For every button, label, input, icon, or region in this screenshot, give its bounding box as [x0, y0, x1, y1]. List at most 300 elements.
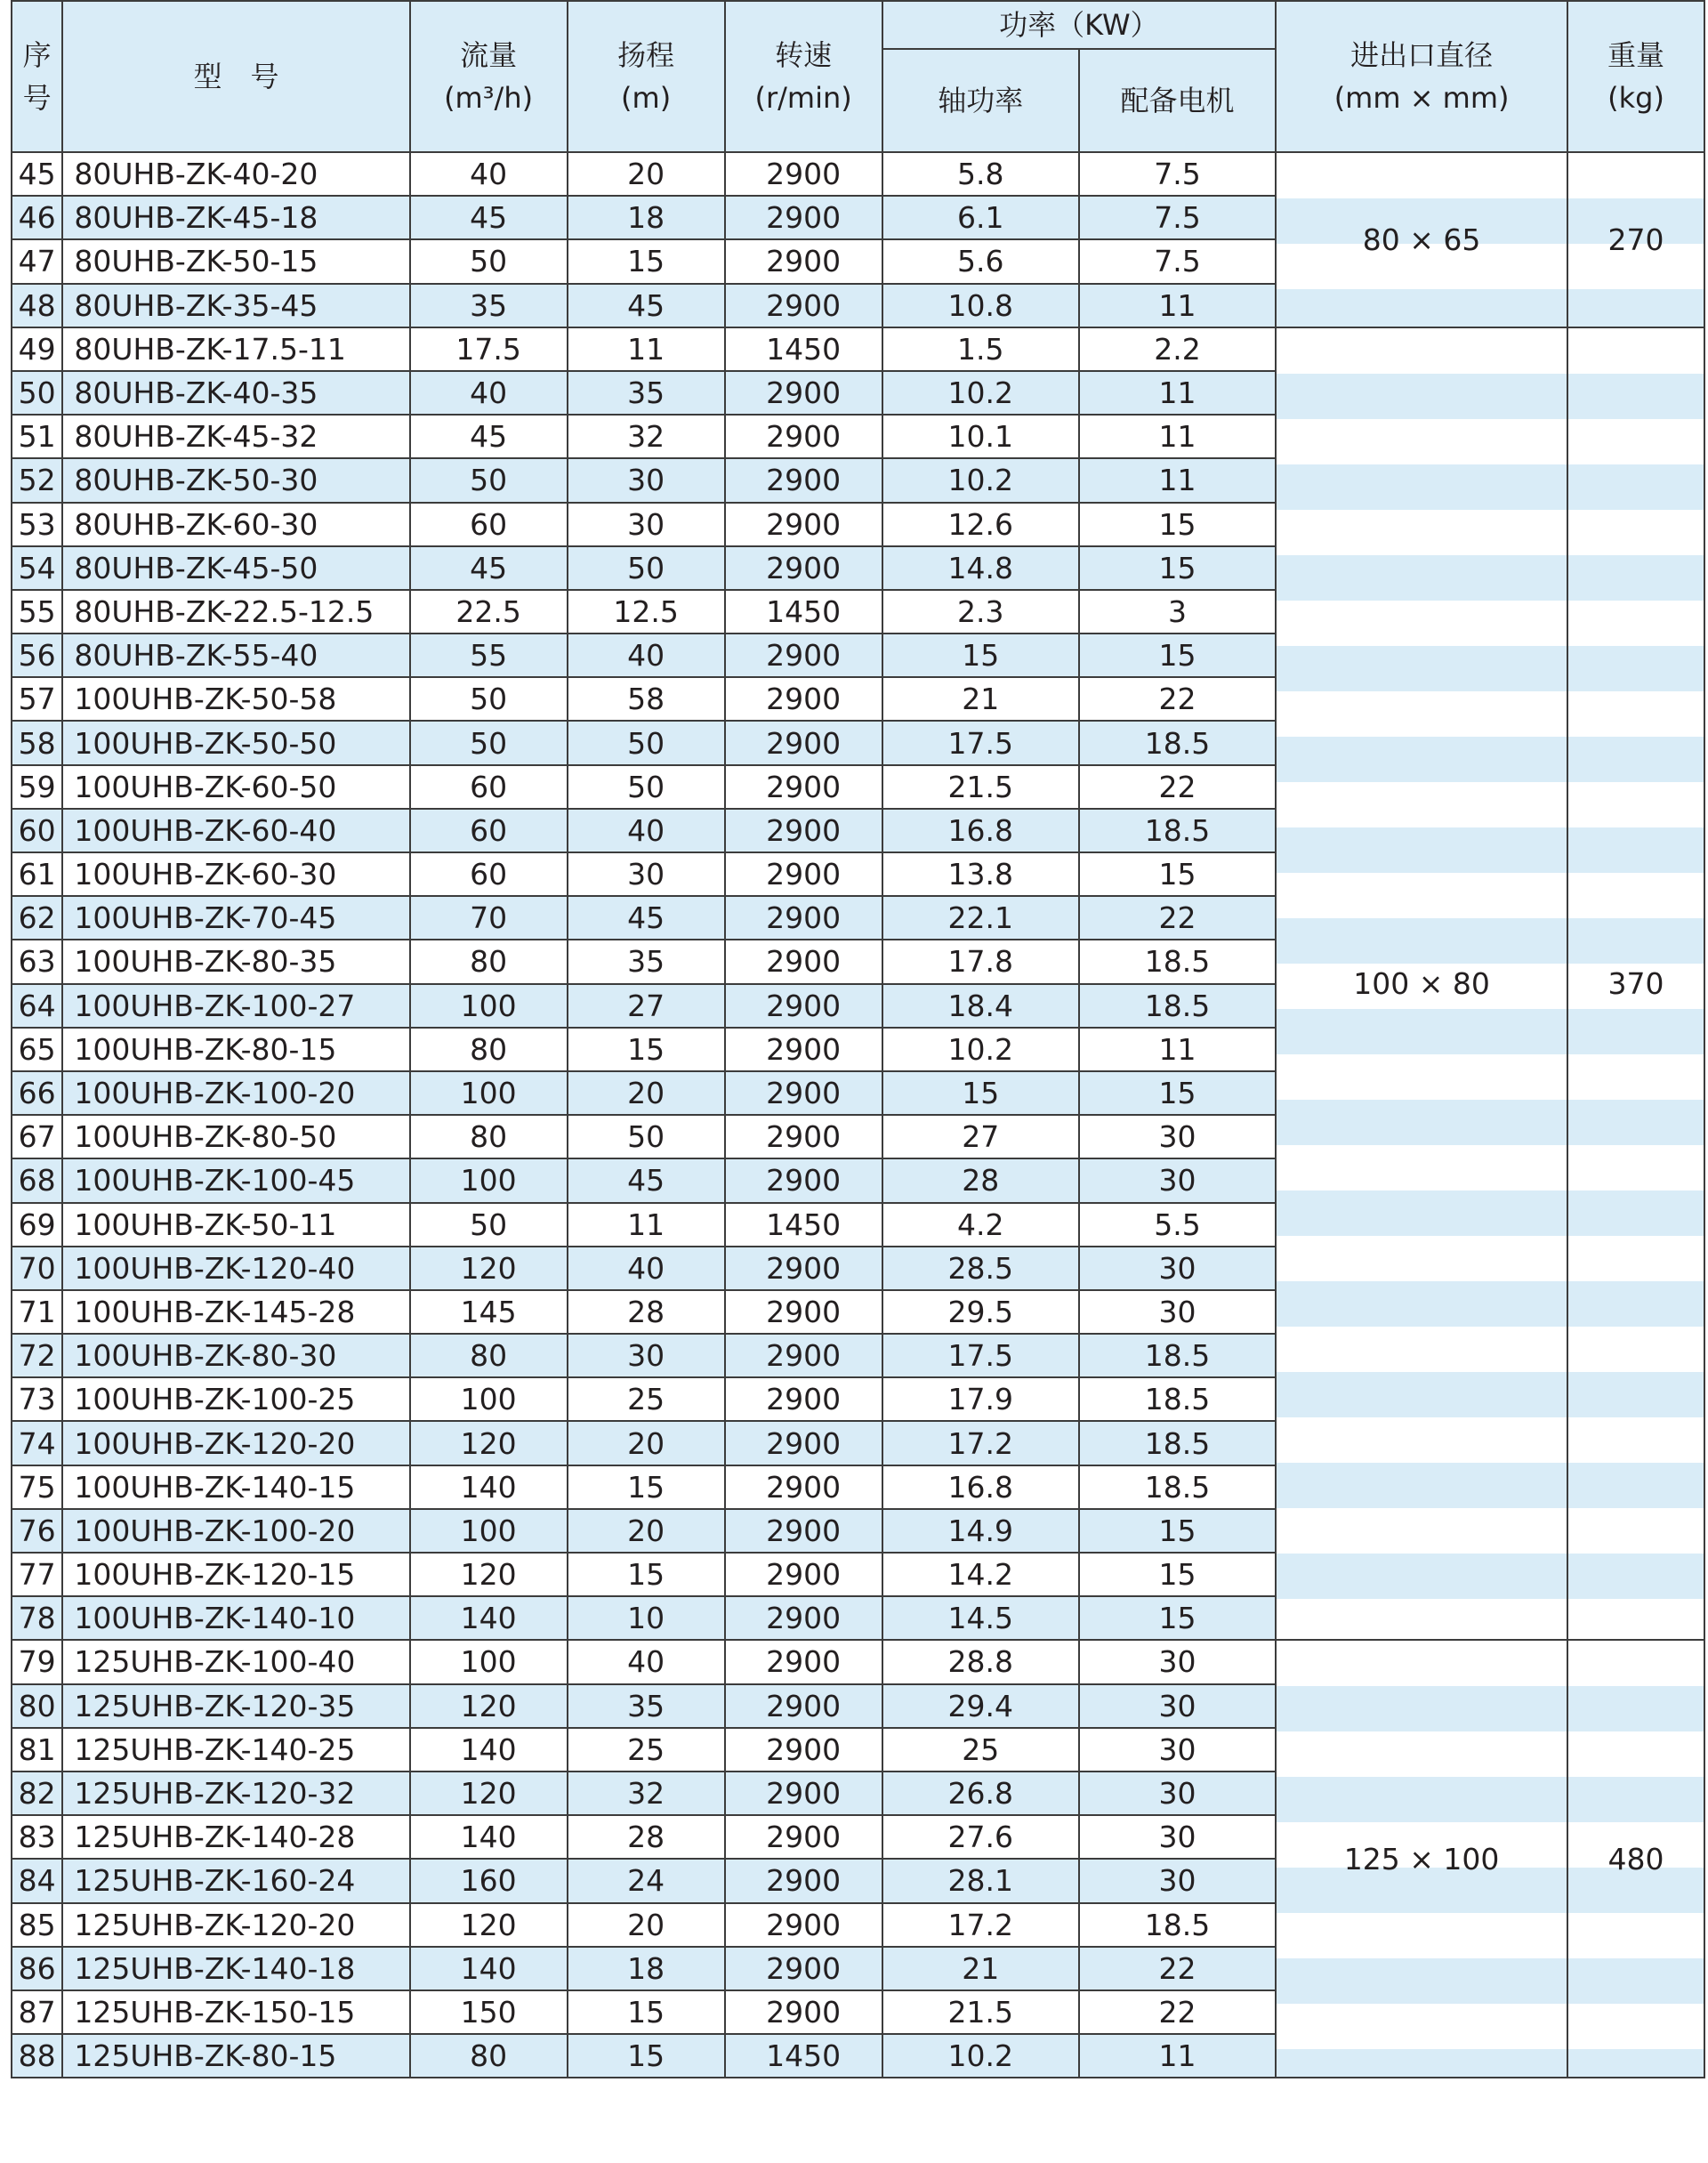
- diameter-cell: 80 × 65: [1276, 152, 1567, 327]
- motor-cell: 15: [1079, 1071, 1276, 1115]
- flow-cell: 140: [410, 1815, 568, 1859]
- motor-cell: 15: [1079, 1596, 1276, 1640]
- shaft-power-cell: 14.8: [882, 546, 1079, 590]
- motor-cell: 22: [1079, 765, 1276, 809]
- header-weight: [1567, 1, 1704, 152]
- header-flow-unit: (m³/h): [444, 81, 534, 115]
- seq-cell: 61: [12, 852, 62, 896]
- head-cell: 11: [568, 327, 725, 371]
- seq-cell: 48: [12, 284, 62, 327]
- shaft-power-cell: 22.1: [882, 896, 1079, 940]
- shaft-power-cell: 28.8: [882, 1640, 1079, 1683]
- speed-cell: 2900: [725, 1071, 882, 1115]
- seq-cell: 70: [12, 1247, 62, 1290]
- head-cell: 15: [568, 1028, 725, 1071]
- table-row: [12, 152, 1704, 196]
- seq-cell: 72: [12, 1334, 62, 1377]
- flow-cell: 120: [410, 1553, 568, 1596]
- speed-cell: 2900: [725, 721, 882, 764]
- motor-cell: 18.5: [1079, 984, 1276, 1028]
- motor-cell: 18.5: [1079, 721, 1276, 764]
- seq-cell: 84: [12, 1859, 62, 1902]
- motor-cell: 30: [1079, 1684, 1276, 1728]
- head-cell: 30: [568, 1334, 725, 1377]
- speed-cell: 2900: [725, 896, 882, 940]
- seq-cell: 66: [12, 1071, 62, 1115]
- shaft-power-cell: 27.6: [882, 1815, 1079, 1859]
- head-cell: 45: [568, 284, 725, 327]
- motor-cell: 11: [1079, 458, 1276, 502]
- head-cell: 35: [568, 1684, 725, 1728]
- motor-cell: 30: [1079, 1290, 1276, 1334]
- speed-cell: 2900: [725, 1684, 882, 1728]
- speed-cell: 2900: [725, 1728, 882, 1772]
- speed-cell: 2900: [725, 1553, 882, 1596]
- head-cell: 50: [568, 1115, 725, 1158]
- model-cell: 100UHB-ZK-100-25: [62, 1377, 409, 1421]
- header-flow-line1: 流量: [460, 38, 518, 72]
- motor-cell: 18.5: [1079, 809, 1276, 852]
- shaft-power-cell: 17.5: [882, 721, 1079, 764]
- head-cell: 40: [568, 809, 725, 852]
- seq-cell: 80: [12, 1684, 62, 1728]
- seq-cell: 83: [12, 1815, 62, 1859]
- flow-cell: 45: [410, 196, 568, 239]
- head-cell: 15: [568, 1990, 725, 2034]
- shaft-power-cell: 21: [882, 1947, 1079, 1990]
- header-diameter: [1276, 1, 1567, 152]
- motor-cell: 30: [1079, 1859, 1276, 1902]
- header-power: 功率（KW）: [882, 1, 1277, 49]
- head-cell: 40: [568, 1640, 725, 1683]
- motor-cell: 15: [1079, 852, 1276, 896]
- seq-cell: 87: [12, 1990, 62, 2034]
- speed-cell: 2900: [725, 546, 882, 590]
- seq-cell: 57: [12, 677, 62, 721]
- flow-cell: 80: [410, 1115, 568, 1158]
- flow-cell: 100: [410, 984, 568, 1028]
- model-cell: 125UHB-ZK-140-18: [62, 1947, 409, 1990]
- shaft-power-cell: 10.2: [882, 371, 1079, 415]
- speed-cell: 1450: [725, 2034, 882, 2078]
- head-cell: 28: [568, 1290, 725, 1334]
- flow-cell: 80: [410, 1028, 568, 1071]
- seq-cell: 58: [12, 721, 62, 764]
- head-cell: 18: [568, 1947, 725, 1990]
- shaft-power-cell: 27: [882, 1115, 1079, 1158]
- model-cell: 125UHB-ZK-100-40: [62, 1640, 409, 1683]
- motor-cell: 3: [1079, 590, 1276, 634]
- model-cell: 100UHB-ZK-50-58: [62, 677, 409, 721]
- model-cell: 80UHB-ZK-50-15: [62, 239, 409, 283]
- seq-cell: 77: [12, 1553, 62, 1596]
- shaft-power-cell: 17.5: [882, 1334, 1079, 1377]
- speed-cell: 2900: [725, 1815, 882, 1859]
- speed-cell: 2900: [725, 984, 882, 1028]
- speed-cell: 2900: [725, 1290, 882, 1334]
- motor-cell: 22: [1079, 1947, 1276, 1990]
- seq-cell: 71: [12, 1290, 62, 1334]
- speed-cell: 2900: [725, 371, 882, 415]
- seq-cell: 85: [12, 1903, 62, 1947]
- header-motor: 配备电机: [1079, 49, 1276, 152]
- header-shaft-power: 轴功率: [882, 49, 1079, 152]
- header-seq-line2: 号: [22, 81, 52, 115]
- head-cell: 20: [568, 1071, 725, 1115]
- head-cell: 27: [568, 984, 725, 1028]
- head-cell: 20: [568, 1421, 725, 1465]
- model-cell: 100UHB-ZK-80-35: [62, 940, 409, 983]
- seq-cell: 65: [12, 1028, 62, 1071]
- seq-cell: 82: [12, 1772, 62, 1815]
- header-diameter-unit: (mm × mm): [1333, 81, 1510, 115]
- model-cell: 125UHB-ZK-140-25: [62, 1728, 409, 1772]
- speed-cell: 2900: [725, 1947, 882, 1990]
- table-body: [12, 152, 1704, 2078]
- model-cell: 125UHB-ZK-140-28: [62, 1815, 409, 1859]
- model-cell: 80UHB-ZK-35-45: [62, 284, 409, 327]
- model-cell: 80UHB-ZK-45-18: [62, 196, 409, 239]
- shaft-power-cell: 5.6: [882, 239, 1079, 283]
- flow-cell: 60: [410, 503, 568, 546]
- head-cell: 58: [568, 677, 725, 721]
- speed-cell: 1450: [725, 327, 882, 371]
- motor-cell: 11: [1079, 371, 1276, 415]
- table-header: [12, 1, 1704, 152]
- speed-cell: 1450: [725, 590, 882, 634]
- motor-cell: 2.2: [1079, 327, 1276, 371]
- model-cell: 100UHB-ZK-70-45: [62, 896, 409, 940]
- header-head-line1: 扬程: [617, 38, 675, 72]
- diameter-cell: 100 × 80: [1276, 327, 1567, 1641]
- flow-cell: 80: [410, 1334, 568, 1377]
- flow-cell: 22.5: [410, 590, 568, 634]
- head-cell: 20: [568, 152, 725, 196]
- motor-cell: 18.5: [1079, 940, 1276, 983]
- shaft-power-cell: 15: [882, 1071, 1079, 1115]
- seq-cell: 62: [12, 896, 62, 940]
- model-cell: 125UHB-ZK-120-32: [62, 1772, 409, 1815]
- seq-cell: 64: [12, 984, 62, 1028]
- speed-cell: 2900: [725, 1334, 882, 1377]
- model-cell: 100UHB-ZK-120-40: [62, 1247, 409, 1290]
- model-cell: 100UHB-ZK-80-50: [62, 1115, 409, 1158]
- flow-cell: 80: [410, 2034, 568, 2078]
- header-speed-unit: (r/min): [754, 81, 852, 115]
- header-speed-line1: 转速: [775, 38, 833, 72]
- motor-cell: 7.5: [1079, 152, 1276, 196]
- shaft-power-cell: 18.4: [882, 984, 1079, 1028]
- flow-cell: 50: [410, 239, 568, 283]
- shaft-power-cell: 10.2: [882, 458, 1079, 502]
- shaft-power-cell: 29.4: [882, 1684, 1079, 1728]
- head-cell: 35: [568, 371, 725, 415]
- head-cell: 24: [568, 1859, 725, 1902]
- head-cell: 45: [568, 1158, 725, 1202]
- speed-cell: 2900: [725, 1772, 882, 1815]
- model-cell: 80UHB-ZK-45-32: [62, 415, 409, 458]
- head-cell: 30: [568, 852, 725, 896]
- motor-cell: 15: [1079, 546, 1276, 590]
- flow-cell: 17.5: [410, 327, 568, 371]
- shaft-power-cell: 2.3: [882, 590, 1079, 634]
- seq-cell: 50: [12, 371, 62, 415]
- model-cell: 100UHB-ZK-120-20: [62, 1421, 409, 1465]
- speed-cell: 2900: [725, 1859, 882, 1902]
- speed-cell: 2900: [725, 196, 882, 239]
- model-cell: 125UHB-ZK-80-15: [62, 2034, 409, 2078]
- shaft-power-cell: 13.8: [882, 852, 1079, 896]
- head-cell: 28: [568, 1815, 725, 1859]
- head-cell: 20: [568, 1509, 725, 1553]
- motor-cell: 7.5: [1079, 239, 1276, 283]
- seq-cell: 81: [12, 1728, 62, 1772]
- weight-cell: 480: [1567, 1640, 1704, 2078]
- speed-cell: 2900: [725, 1377, 882, 1421]
- motor-cell: 11: [1079, 1028, 1276, 1071]
- header-head: [568, 1, 725, 152]
- flow-cell: 40: [410, 152, 568, 196]
- speed-cell: 2900: [725, 1465, 882, 1509]
- motor-cell: 15: [1079, 1553, 1276, 1596]
- seq-cell: 79: [12, 1640, 62, 1683]
- motor-cell: 30: [1079, 1247, 1276, 1290]
- motor-cell: 5.5: [1079, 1203, 1276, 1247]
- speed-cell: 2900: [725, 415, 882, 458]
- flow-cell: 60: [410, 809, 568, 852]
- flow-cell: 35: [410, 284, 568, 327]
- seq-cell: 56: [12, 634, 62, 677]
- shaft-power-cell: 10.2: [882, 2034, 1079, 2078]
- motor-cell: 30: [1079, 1115, 1276, 1158]
- motor-cell: 18.5: [1079, 1465, 1276, 1509]
- speed-cell: 2900: [725, 1903, 882, 1947]
- motor-cell: 18.5: [1079, 1334, 1276, 1377]
- head-cell: 32: [568, 1772, 725, 1815]
- flow-cell: 120: [410, 1421, 568, 1465]
- model-cell: 125UHB-ZK-150-15: [62, 1990, 409, 2034]
- flow-cell: 120: [410, 1684, 568, 1728]
- header-diameter-line1: 进出口直径: [1350, 38, 1494, 72]
- model-cell: 100UHB-ZK-140-10: [62, 1596, 409, 1640]
- head-cell: 50: [568, 721, 725, 764]
- model-cell: 80UHB-ZK-40-20: [62, 152, 409, 196]
- model-cell: 80UHB-ZK-50-30: [62, 458, 409, 502]
- diameter-cell: 125 × 100: [1276, 1640, 1567, 2078]
- speed-cell: 2900: [725, 634, 882, 677]
- speed-cell: 2900: [725, 1990, 882, 2034]
- speed-cell: 2900: [725, 1509, 882, 1553]
- speed-cell: 2900: [725, 1640, 882, 1683]
- header-head-unit: (m): [621, 81, 672, 115]
- seq-cell: 51: [12, 415, 62, 458]
- flow-cell: 160: [410, 1859, 568, 1902]
- shaft-power-cell: 29.5: [882, 1290, 1079, 1334]
- flow-cell: 60: [410, 765, 568, 809]
- seq-cell: 47: [12, 239, 62, 283]
- motor-cell: 15: [1079, 1509, 1276, 1553]
- header-model: 型 号: [62, 1, 409, 152]
- seq-cell: 69: [12, 1203, 62, 1247]
- head-cell: 45: [568, 896, 725, 940]
- shaft-power-cell: 21.5: [882, 765, 1079, 809]
- speed-cell: 2900: [725, 852, 882, 896]
- head-cell: 25: [568, 1377, 725, 1421]
- flow-cell: 45: [410, 546, 568, 590]
- model-cell: 100UHB-ZK-100-20: [62, 1509, 409, 1553]
- motor-cell: 22: [1079, 677, 1276, 721]
- table-row: [12, 1640, 1704, 1683]
- head-cell: 32: [568, 415, 725, 458]
- model-cell: 100UHB-ZK-100-45: [62, 1158, 409, 1202]
- model-cell: 80UHB-ZK-40-35: [62, 371, 409, 415]
- shaft-power-cell: 17.2: [882, 1421, 1079, 1465]
- model-cell: 80UHB-ZK-45-50: [62, 546, 409, 590]
- motor-cell: 18.5: [1079, 1377, 1276, 1421]
- flow-cell: 140: [410, 1596, 568, 1640]
- head-cell: 40: [568, 634, 725, 677]
- speed-cell: 2900: [725, 765, 882, 809]
- seq-cell: 54: [12, 546, 62, 590]
- head-cell: 10: [568, 1596, 725, 1640]
- seq-cell: 86: [12, 1947, 62, 1990]
- head-cell: 30: [568, 503, 725, 546]
- motor-cell: 30: [1079, 1815, 1276, 1859]
- speed-cell: 2900: [725, 1115, 882, 1158]
- seq-cell: 75: [12, 1465, 62, 1509]
- flow-cell: 145: [410, 1290, 568, 1334]
- motor-cell: 7.5: [1079, 196, 1276, 239]
- motor-cell: 22: [1079, 896, 1276, 940]
- head-cell: 30: [568, 458, 725, 502]
- flow-cell: 50: [410, 677, 568, 721]
- flow-cell: 100: [410, 1640, 568, 1683]
- speed-cell: 2900: [725, 1158, 882, 1202]
- model-cell: 100UHB-ZK-140-15: [62, 1465, 409, 1509]
- weight-cell: 370: [1567, 327, 1704, 1641]
- model-cell: 100UHB-ZK-60-40: [62, 809, 409, 852]
- shaft-power-cell: 16.8: [882, 1465, 1079, 1509]
- seq-cell: 60: [12, 809, 62, 852]
- model-cell: 125UHB-ZK-120-35: [62, 1684, 409, 1728]
- header-flow: [410, 1, 568, 152]
- motor-cell: 11: [1079, 2034, 1276, 2078]
- speed-cell: 2900: [725, 503, 882, 546]
- shaft-power-cell: 21.5: [882, 1990, 1079, 2034]
- pump-spec-table: [11, 0, 1705, 2078]
- seq-cell: 52: [12, 458, 62, 502]
- flow-cell: 150: [410, 1990, 568, 2034]
- motor-cell: 22: [1079, 1990, 1276, 2034]
- seq-cell: 76: [12, 1509, 62, 1553]
- motor-cell: 18.5: [1079, 1903, 1276, 1947]
- shaft-power-cell: 14.9: [882, 1509, 1079, 1553]
- flow-cell: 50: [410, 458, 568, 502]
- header-weight-line1: 重量: [1607, 38, 1665, 72]
- motor-cell: 18.5: [1079, 1421, 1276, 1465]
- flow-cell: 120: [410, 1247, 568, 1290]
- flow-cell: 50: [410, 721, 568, 764]
- flow-cell: 140: [410, 1728, 568, 1772]
- flow-cell: 140: [410, 1465, 568, 1509]
- shaft-power-cell: 28.1: [882, 1859, 1079, 1902]
- flow-cell: 120: [410, 1903, 568, 1947]
- motor-cell: 15: [1079, 503, 1276, 546]
- speed-cell: 2900: [725, 1421, 882, 1465]
- head-cell: 20: [568, 1903, 725, 1947]
- motor-cell: 30: [1079, 1640, 1276, 1683]
- motor-cell: 11: [1079, 284, 1276, 327]
- header-seq-line1: 序: [22, 38, 52, 72]
- shaft-power-cell: 10.8: [882, 284, 1079, 327]
- model-cell: 100UHB-ZK-60-50: [62, 765, 409, 809]
- seq-cell: 67: [12, 1115, 62, 1158]
- flow-cell: 50: [410, 1203, 568, 1247]
- shaft-power-cell: 4.2: [882, 1203, 1079, 1247]
- speed-cell: 2900: [725, 940, 882, 983]
- seq-cell: 74: [12, 1421, 62, 1465]
- speed-cell: 2900: [725, 677, 882, 721]
- shaft-power-cell: 10.1: [882, 415, 1079, 458]
- model-cell: 125UHB-ZK-120-20: [62, 1903, 409, 1947]
- model-cell: 100UHB-ZK-80-15: [62, 1028, 409, 1071]
- flow-cell: 100: [410, 1071, 568, 1115]
- flow-cell: 100: [410, 1509, 568, 1553]
- model-cell: 100UHB-ZK-120-15: [62, 1553, 409, 1596]
- flow-cell: 80: [410, 940, 568, 983]
- shaft-power-cell: 10.2: [882, 1028, 1079, 1071]
- motor-cell: 30: [1079, 1772, 1276, 1815]
- seq-cell: 49: [12, 327, 62, 371]
- motor-cell: 30: [1079, 1728, 1276, 1772]
- model-cell: 80UHB-ZK-22.5-12.5: [62, 590, 409, 634]
- head-cell: 50: [568, 546, 725, 590]
- model-cell: 80UHB-ZK-17.5-11: [62, 327, 409, 371]
- header-weight-unit: (kg): [1607, 81, 1664, 115]
- shaft-power-cell: 14.5: [882, 1596, 1079, 1640]
- head-cell: 50: [568, 765, 725, 809]
- head-cell: 15: [568, 1465, 725, 1509]
- motor-cell: 30: [1079, 1158, 1276, 1202]
- shaft-power-cell: 17.2: [882, 1903, 1079, 1947]
- model-cell: 100UHB-ZK-50-11: [62, 1203, 409, 1247]
- head-cell: 35: [568, 940, 725, 983]
- shaft-power-cell: 16.8: [882, 809, 1079, 852]
- model-cell: 100UHB-ZK-80-30: [62, 1334, 409, 1377]
- model-cell: 100UHB-ZK-50-50: [62, 721, 409, 764]
- shaft-power-cell: 12.6: [882, 503, 1079, 546]
- motor-cell: 15: [1079, 634, 1276, 677]
- model-cell: 80UHB-ZK-60-30: [62, 503, 409, 546]
- speed-cell: 2900: [725, 152, 882, 196]
- model-cell: 125UHB-ZK-160-24: [62, 1859, 409, 1902]
- shaft-power-cell: 26.8: [882, 1772, 1079, 1815]
- flow-cell: 55: [410, 634, 568, 677]
- speed-cell: 2900: [725, 1247, 882, 1290]
- weight-cell: 270: [1567, 152, 1704, 327]
- motor-cell: 11: [1079, 415, 1276, 458]
- shaft-power-cell: 28: [882, 1158, 1079, 1202]
- head-cell: 11: [568, 1203, 725, 1247]
- shaft-power-cell: 14.2: [882, 1553, 1079, 1596]
- seq-cell: 46: [12, 196, 62, 239]
- model-cell: 100UHB-ZK-145-28: [62, 1290, 409, 1334]
- speed-cell: 2900: [725, 809, 882, 852]
- speed-cell: 2900: [725, 284, 882, 327]
- speed-cell: 2900: [725, 1028, 882, 1071]
- shaft-power-cell: 1.5: [882, 327, 1079, 371]
- shaft-power-cell: 5.8: [882, 152, 1079, 196]
